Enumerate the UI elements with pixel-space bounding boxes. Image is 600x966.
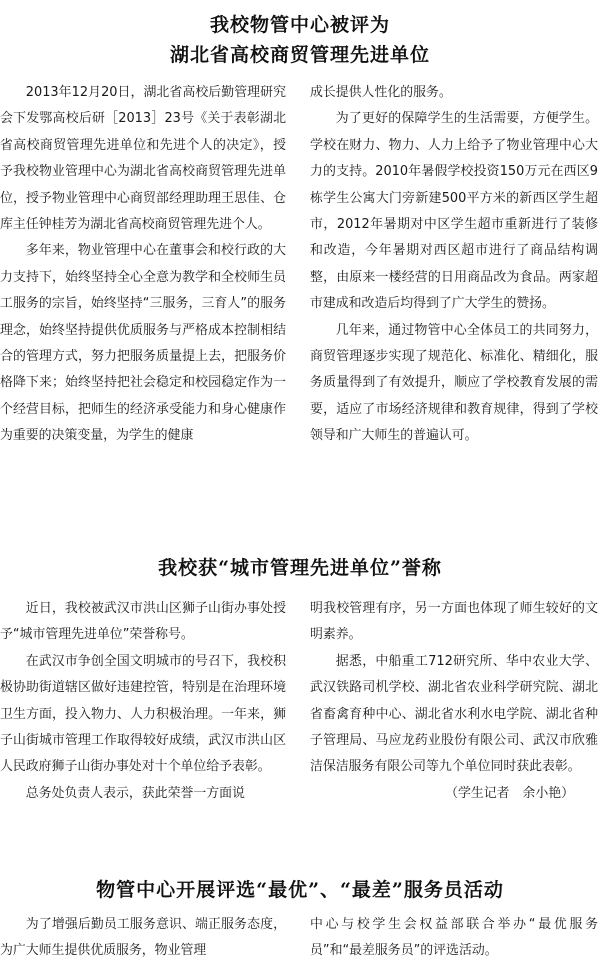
article2-paragraph: 在武汉市争创全国文明城市的号召下，我校积极协助街道辖区做好违建控管，特别是在治理环境卫生方面，投入物力、人力积极治理。一年来，狮子山街城市管理工作取得较好成绩，武汉市洪山区人民政府狮子山街办事处对十个单位给予表彰。: [0, 653, 286, 775]
article2-paragraph: 据悉，中船重工712研究所、华中农业大学、武汉铁路司机学校、湖北省农业科学研究院、湖北省畜禽育种中心、湖北省水利水电学院、湖北省种子管理局、马应龙药业股份有限公司、武汉市欣雅洁保洁服务有限公司等九个单位同时获此表彰。: [310, 653, 598, 775]
article1-paragraph: 几年来，通过物管中心全体员工的共同努力，商贸管理逐步实现了规范化、标准化、精细化，服务质量得到了有效提升，顺应了学校教育发展的需要，适应了市场经济规律和教育规律，得到了学校领导和广大师生的普遍认可。: [310, 322, 598, 444]
article3-paragraph: 为了增强后勤员工服务意识、端正服务态度，为广大师生提供优质服务，物业管理: [0, 917, 286, 959]
article2-byline: （学生记者 余小艳）: [445, 785, 574, 801]
article1-paragraph-continuation: 成长提供人性化的服务。: [310, 85, 452, 100]
article1-paragraph: 为了更好的保障学生的生活需要，方便学生。学校在财力、物力、人力上给予了物业管理中心大力的支持。2010年暑假学校投资150万元在西区9栋学生公寓大门旁新建500平方米的新西区学生超市，2012年暑期对中区学生超市重新进行了装修和改造，今年暑期对西区超市进行了商品结构调整，由原来一楼经营的日用商品改为食品。两家超市建成和改造后均得到了广大学生的赞扬。: [310, 111, 598, 312]
article1-paragraph: 多年来，物业管理中心在董事会和校行政的大力支持下，始终坚持全心全意为教学和全校师生员工服务的宗旨，始终坚持“三服务，三育人”的服务理念，始终坚持提供优质服务与严格成本控制相结合的管理方式，努力把服务质量提上去，把服务价格降下来；始终坚持把社会稳定和校园稳定作为一个经营目标，把师生的经济承受能力和身心健康作为重要的决策变量，为学生的健康: [0, 243, 286, 444]
article1-title-line1: 我校物管中心被评为: [209, 14, 390, 36]
article2-paragraph: 总务处负责人表示，获此荣誉一方面说: [25, 785, 245, 801]
article3-right-column: [310, 912, 598, 965]
article1-title-line2: 湖北省高校商贸管理先进单位: [169, 44, 430, 66]
article1-right-column: [310, 80, 598, 450]
article2-title: 我校获“城市管理先进单位”誉称: [158, 557, 442, 579]
article2-paragraph-continuation: 明我校管理有序，另一方面也体现了师生较好的文明素养。: [310, 601, 598, 643]
article2-left-column: [0, 596, 286, 807]
article2-right-column: [310, 596, 598, 807]
article3-left-column: [0, 912, 286, 965]
article3-paragraph-continuation: 中心与校学生会权益部联合举办“最优服务员”和“最差服务员”的评选活动。: [310, 917, 598, 959]
article1-left-column: [0, 80, 286, 450]
article1-paragraph: 2013年12月20日，湖北省高校后勤管理研究会下发鄂高校后研［2013］23号《关于表彰湖北省高校商贸管理先进单位和先进个人的决定》，授予我校物业管理中心为湖北省高校商贸管理先进单位，授予物业管理中心商贸部经理助理王思佳、仓库主任钟桂芳为湖北省高校商贸管理先进个人。: [0, 85, 286, 233]
article2-paragraph: 近日，我校被武汉市洪山区狮子山街办事处授予“城市管理先进单位”荣誉称号。: [0, 601, 286, 643]
article3-title: 物管中心开展评选“最优”、“最差”服务员活动: [96, 879, 504, 901]
